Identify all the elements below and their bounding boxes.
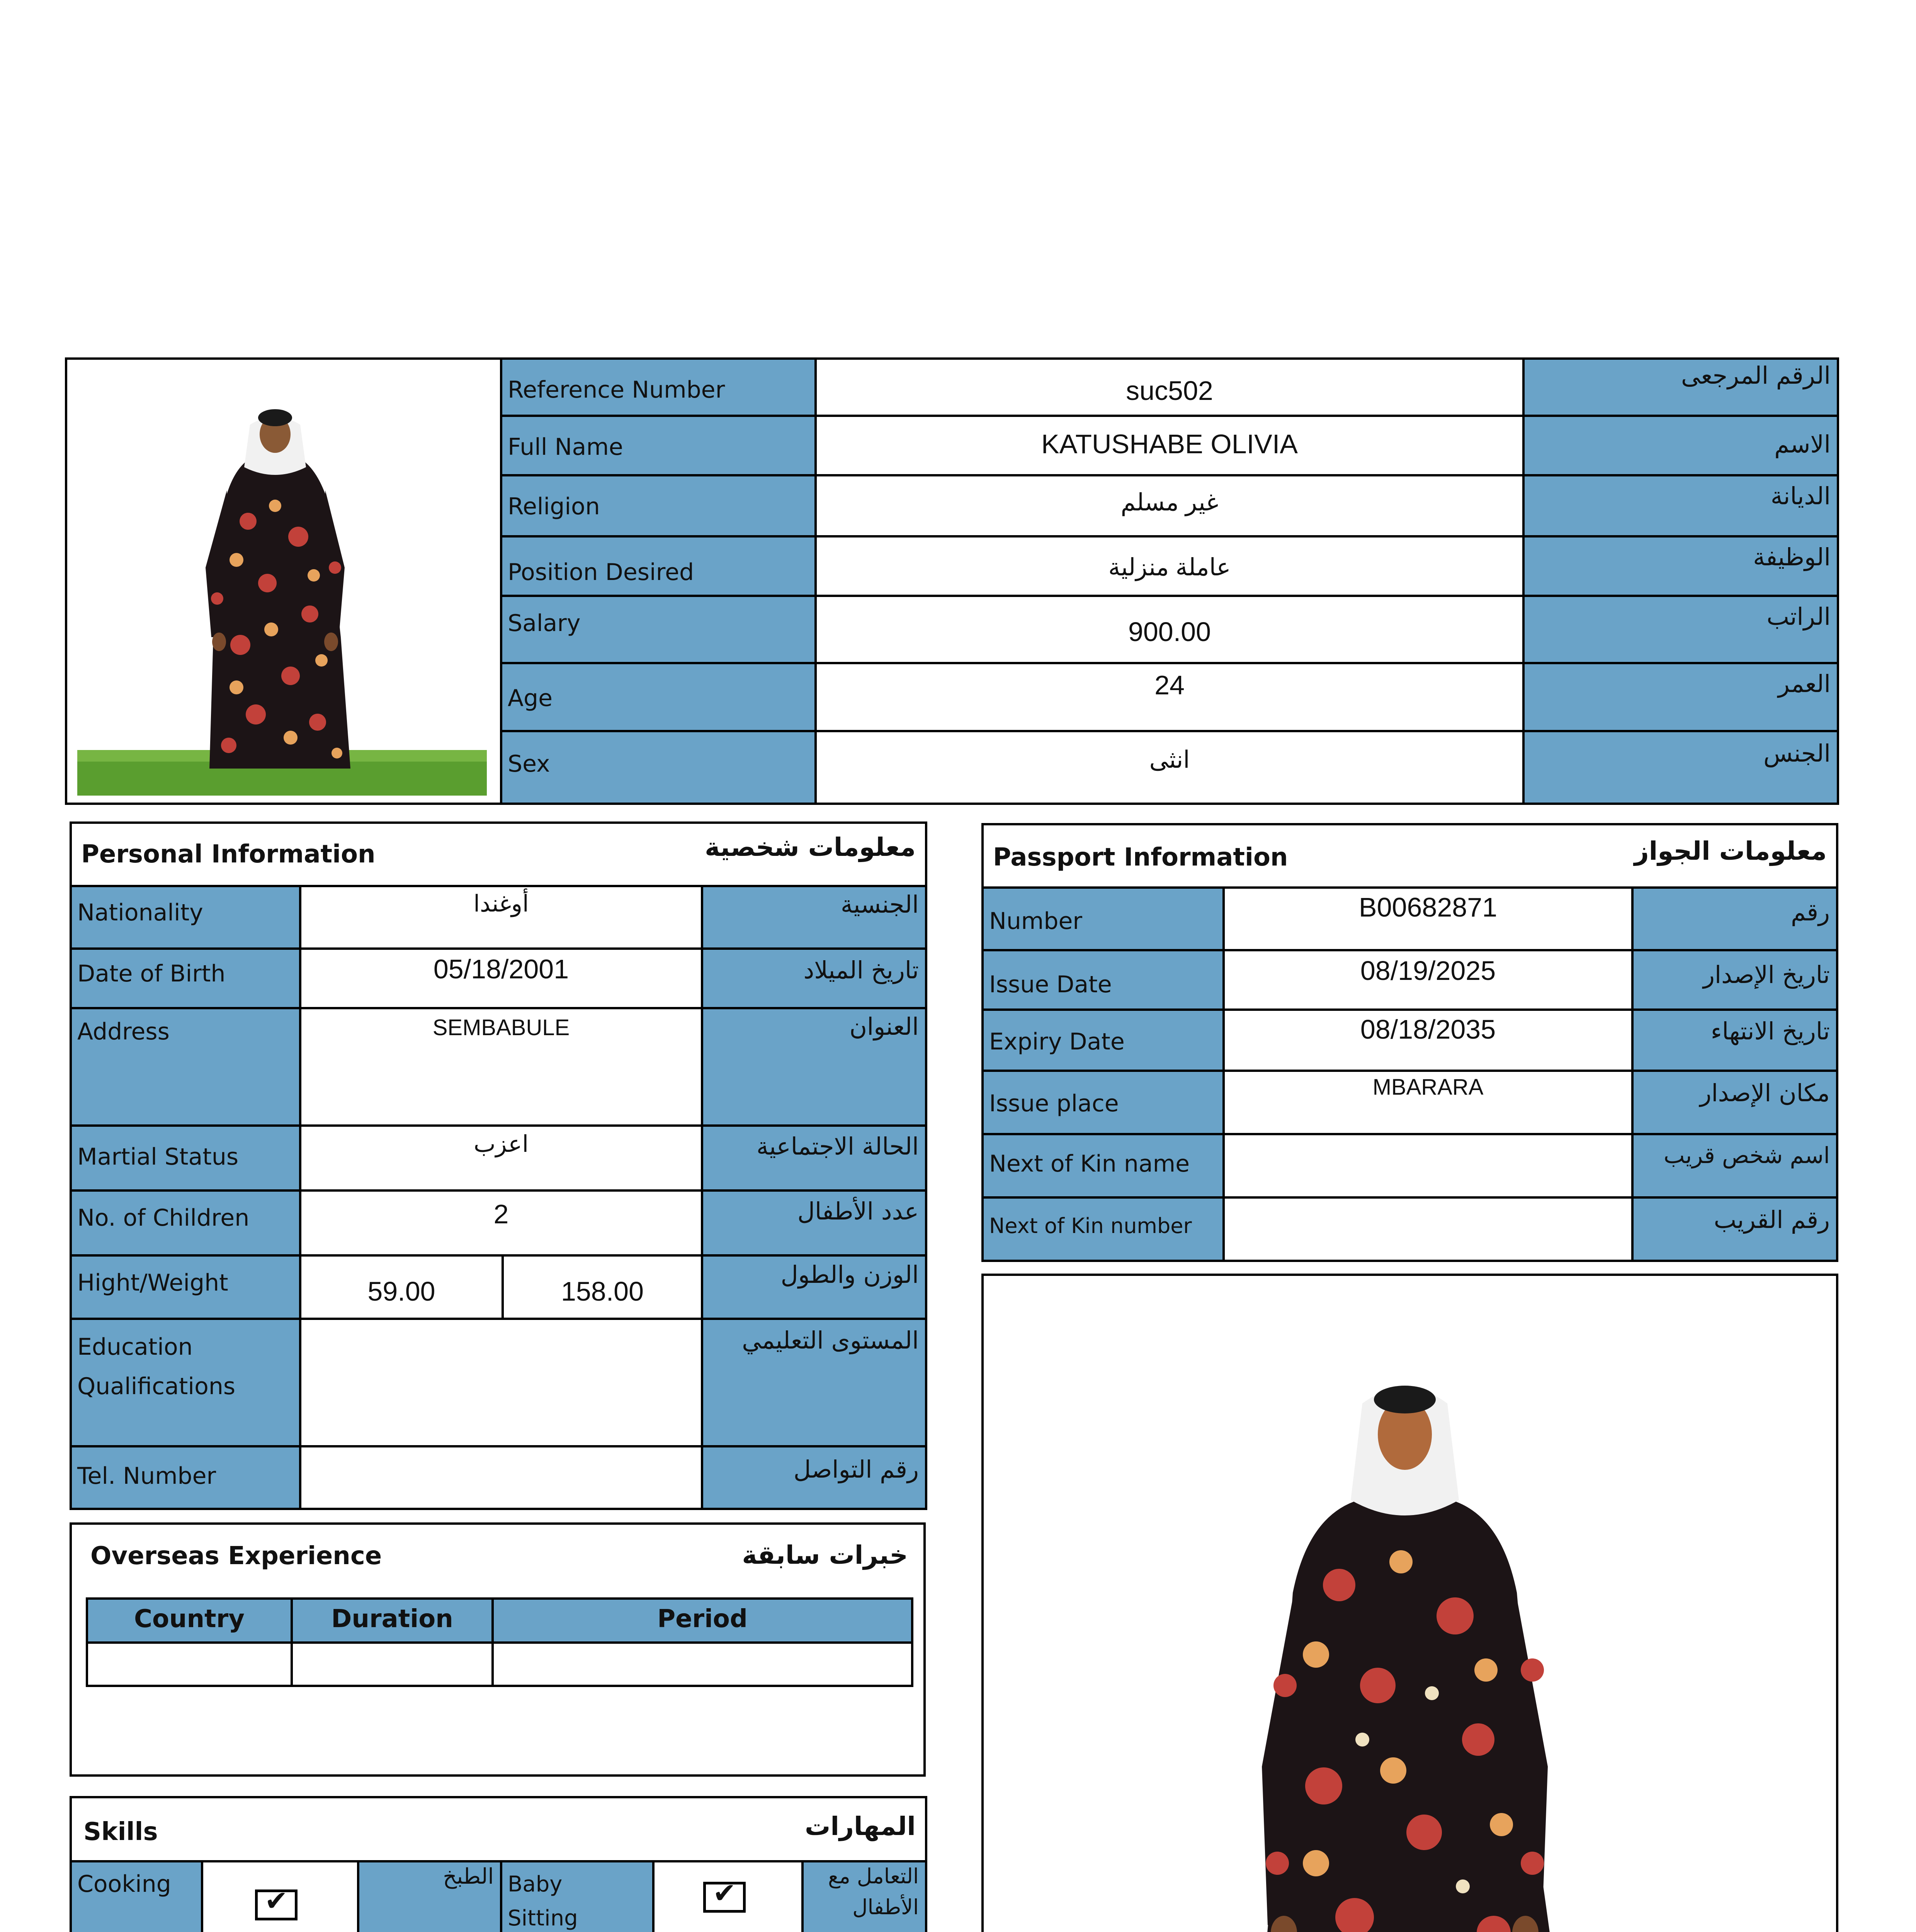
height-value: 59.00 (367, 1276, 435, 1306)
address-label: Address (77, 1018, 170, 1045)
position-label-cell (500, 535, 817, 597)
passport-number-label-cell (981, 886, 1225, 951)
reference-number-ar-label: الرقم المرجعى (1681, 361, 1831, 389)
tel-ar-label: رقم التواصل (793, 1455, 919, 1483)
overseas-col-country: Country (86, 1597, 293, 1644)
height-weight-label: Hight/Weight (77, 1269, 228, 1296)
age-ar-cell (1522, 662, 1839, 732)
religion-value: غير مسلم (1120, 489, 1219, 516)
age-value: 24 (1154, 670, 1185, 700)
baby-sitting-ar-label-line1: التعامل مع (828, 1864, 919, 1888)
expiry-date-value: 08/18/2035 (1360, 1014, 1496, 1044)
kin-number-ar-cell (1631, 1196, 1838, 1262)
full-photo-frame (981, 1274, 1838, 1932)
sex-ar-label: الجنس (1763, 739, 1831, 767)
reference-number-value: suc502 (1126, 376, 1213, 406)
issue-date-value: 08/19/2025 (1360, 956, 1496, 986)
marital-label: Martial Status (77, 1143, 239, 1170)
overseas-experience-title: Overseas Experience (90, 1542, 382, 1570)
overseas-experience-title-ar: خبرات سابقة (742, 1540, 908, 1570)
sex-value: انثى (1149, 747, 1190, 773)
education-label-cell (70, 1318, 301, 1447)
baby-sitting-ar-cell (801, 1860, 927, 1932)
age-label: Age (508, 685, 553, 712)
expiry-date-label: Expiry Date (989, 1028, 1125, 1055)
full-name-label-cell (500, 415, 817, 476)
overseas-experience-section (70, 1522, 926, 1777)
issue-place-value-cell (1222, 1070, 1634, 1135)
salary-value: 900.00 (1128, 617, 1211, 647)
issue-place-label: Issue place (989, 1090, 1119, 1117)
marital-ar-cell (701, 1124, 927, 1192)
kin-name-ar-label: اسم شخص قريب (1663, 1142, 1830, 1168)
cooking-label: Cooking (77, 1871, 171, 1898)
education-ar-cell (701, 1318, 927, 1447)
expiry-date-ar-cell (1631, 1009, 1838, 1072)
reference-number-label: Reference Number (508, 376, 725, 403)
sex-label-cell (500, 730, 817, 805)
religion-label: Religion (508, 493, 600, 520)
expiry-date-ar-label: تاريخ الانتهاء (1710, 1017, 1830, 1045)
cooking-ar-cell (357, 1860, 502, 1932)
issue-place-value: MBARARA (1372, 1075, 1484, 1100)
baby-sitting-checkbox[interactable] (703, 1877, 746, 1913)
dob-value: 05/18/2001 (433, 954, 569, 984)
profile-photo-frame (65, 357, 502, 805)
profile-photo (74, 367, 493, 796)
dob-value-cell (299, 947, 703, 1009)
kin-name-label-cell (981, 1133, 1225, 1199)
weight-value-cell (502, 1254, 703, 1320)
marital-label-cell (70, 1124, 301, 1192)
cooking-ar-label: الطبخ (443, 1864, 494, 1889)
passport-information-section (981, 823, 1838, 1267)
salary-ar-cell (1522, 595, 1839, 664)
children-ar-cell (701, 1189, 927, 1257)
religion-ar-cell (1522, 474, 1839, 537)
religion-label-cell (500, 474, 817, 537)
religion-value-cell (814, 474, 1525, 537)
children-value: 2 (493, 1199, 509, 1229)
weight-value: 158.00 (561, 1276, 644, 1306)
position-ar-label: الوظيفة (1753, 543, 1831, 571)
issue-date-label: Issue Date (989, 971, 1112, 998)
nationality-value-cell (299, 885, 703, 950)
full-name-label: Full Name (508, 434, 623, 461)
issue-place-label-cell (981, 1070, 1225, 1135)
baby-sitting-label-line1: Baby (508, 1872, 563, 1897)
kin-number-value-cell (1222, 1196, 1634, 1262)
sex-label: Sex (508, 750, 550, 777)
marital-value: اعزب (473, 1131, 529, 1157)
marital-value-cell (299, 1124, 703, 1192)
skills-section (70, 1796, 927, 1932)
expiry-date-label-cell (981, 1009, 1225, 1072)
full-name-value: KATUSHABE OLIVIA (1041, 429, 1298, 459)
personal-information-header (70, 821, 927, 887)
kin-name-value-cell (1222, 1133, 1634, 1199)
passport-number-value-cell (1222, 886, 1634, 951)
skills-title: Skills (83, 1818, 158, 1846)
reference-number-label-cell (500, 357, 817, 417)
address-value-cell (299, 1007, 703, 1127)
full-photo (991, 1284, 1828, 1932)
dob-ar-label: تاريخ الميلاد (803, 956, 919, 984)
cooking-checkbox[interactable] (255, 1884, 298, 1920)
children-label-cell (70, 1189, 301, 1257)
nationality-label-cell (70, 885, 301, 950)
kin-number-ar-label: رقم القريب (1714, 1206, 1830, 1234)
passport-information-header (981, 823, 1838, 889)
top-info-table (500, 357, 1837, 805)
issue-date-ar-cell (1631, 949, 1838, 1011)
passport-number-value: B00682871 (1358, 892, 1498, 922)
sex-value-cell (814, 730, 1525, 805)
position-value: عاملة منزلية (1108, 554, 1231, 581)
position-ar-cell (1522, 535, 1839, 597)
kin-name-label: Next of Kin name (989, 1150, 1190, 1177)
education-value-cell (299, 1318, 703, 1447)
age-ar-label: العمر (1778, 670, 1831, 698)
children-label: No. of Children (77, 1204, 250, 1231)
salary-ar-label: الراتب (1766, 602, 1831, 631)
address-label-cell (70, 1007, 301, 1127)
salary-value-cell (814, 595, 1525, 664)
education-label-line2: Qualifications (77, 1373, 236, 1400)
personal-information-title: Personal Information (81, 840, 376, 869)
education-ar-label: المستوى التعليمي (742, 1326, 919, 1354)
marital-ar-label: الحالة الاجتماعية (756, 1132, 919, 1160)
cooking-tick: ✔ (264, 1884, 288, 1917)
cooking-label-cell (70, 1860, 203, 1932)
tel-label: Tel. Number (77, 1463, 216, 1490)
nationality-label: Nationality (77, 899, 203, 926)
tel-label-cell (70, 1445, 301, 1510)
issue-place-ar-label: مكان الإصدار (1700, 1079, 1830, 1107)
overseas-cell-period (491, 1641, 913, 1687)
baby-sitting-ar-label-line2: الأطفال (852, 1895, 919, 1919)
salary-label: Salary (508, 610, 581, 637)
children-ar-label: عدد الأطفال (797, 1197, 919, 1225)
passport-information-title: Passport Information (993, 843, 1288, 872)
education-label-line1: Education (77, 1333, 193, 1361)
cooking-check-cell (201, 1860, 359, 1932)
passport-information-title-ar: معلومات الجواز (1634, 836, 1827, 866)
reference-number-value-cell (814, 357, 1525, 417)
height-weight-ar-cell (701, 1254, 927, 1320)
nationality-ar-label: الجنسية (840, 890, 919, 918)
address-value: SEMBABULE (432, 1015, 570, 1040)
baby-sitting-label-line2: Sitting (508, 1906, 578, 1931)
dob-label: Date of Birth (77, 960, 226, 987)
age-label-cell (500, 662, 817, 732)
full-name-ar-label: الاسم (1774, 430, 1831, 458)
overseas-col-period: Period (491, 1597, 913, 1644)
sex-ar-cell (1522, 730, 1839, 805)
kin-number-label-cell (981, 1196, 1225, 1262)
height-weight-ar-label: الوزن والطول (780, 1260, 919, 1289)
skills-title-ar: المهارات (805, 1811, 916, 1841)
baby-sitting-label-cell (500, 1860, 655, 1932)
reference-number-ar-cell (1522, 357, 1839, 417)
position-value-cell (814, 535, 1525, 597)
baby-sitting-check-cell (652, 1860, 804, 1932)
personal-information-title-ar: معلومات شخصية (705, 832, 916, 862)
position-label: Position Desired (508, 559, 694, 586)
dob-label-cell (70, 947, 301, 1009)
full-name-ar-cell (1522, 415, 1839, 476)
issue-date-value-cell (1222, 949, 1634, 1011)
passport-number-ar-cell (1631, 886, 1838, 951)
issue-date-label-cell (981, 949, 1225, 1011)
passport-number-ar-label: رقم (1791, 898, 1830, 926)
full-name-value-cell (814, 415, 1525, 476)
salary-label-cell (500, 595, 817, 664)
issue-place-ar-cell (1631, 1070, 1838, 1135)
skills-header (70, 1796, 927, 1862)
address-ar-label: العنوان (849, 1012, 919, 1041)
passport-number-label: Number (989, 908, 1083, 935)
overseas-cell-country (86, 1641, 293, 1687)
overseas-table (86, 1597, 913, 1687)
dob-ar-cell (701, 947, 927, 1009)
overseas-col-duration: Duration (291, 1597, 494, 1644)
address-ar-cell (701, 1007, 927, 1127)
age-value-cell (814, 662, 1525, 732)
height-value-cell (299, 1254, 504, 1320)
religion-ar-label: الديانة (1770, 482, 1831, 510)
children-value-cell (299, 1189, 703, 1257)
nationality-value: أوغندا (473, 891, 529, 917)
kin-number-label: Next of Kin number (989, 1214, 1192, 1238)
expiry-date-value-cell (1222, 1009, 1634, 1072)
height-weight-label-cell (70, 1254, 301, 1320)
tel-ar-cell (701, 1445, 927, 1510)
baby-sitting-tick: ✔ (712, 1877, 736, 1909)
nationality-ar-cell (701, 885, 927, 950)
issue-date-ar-label: تاريخ الإصدار (1703, 961, 1830, 989)
overseas-cell-duration (291, 1641, 494, 1687)
tel-value-cell (299, 1445, 703, 1510)
personal-information-section (70, 821, 927, 1510)
kin-name-ar-cell (1631, 1133, 1838, 1199)
